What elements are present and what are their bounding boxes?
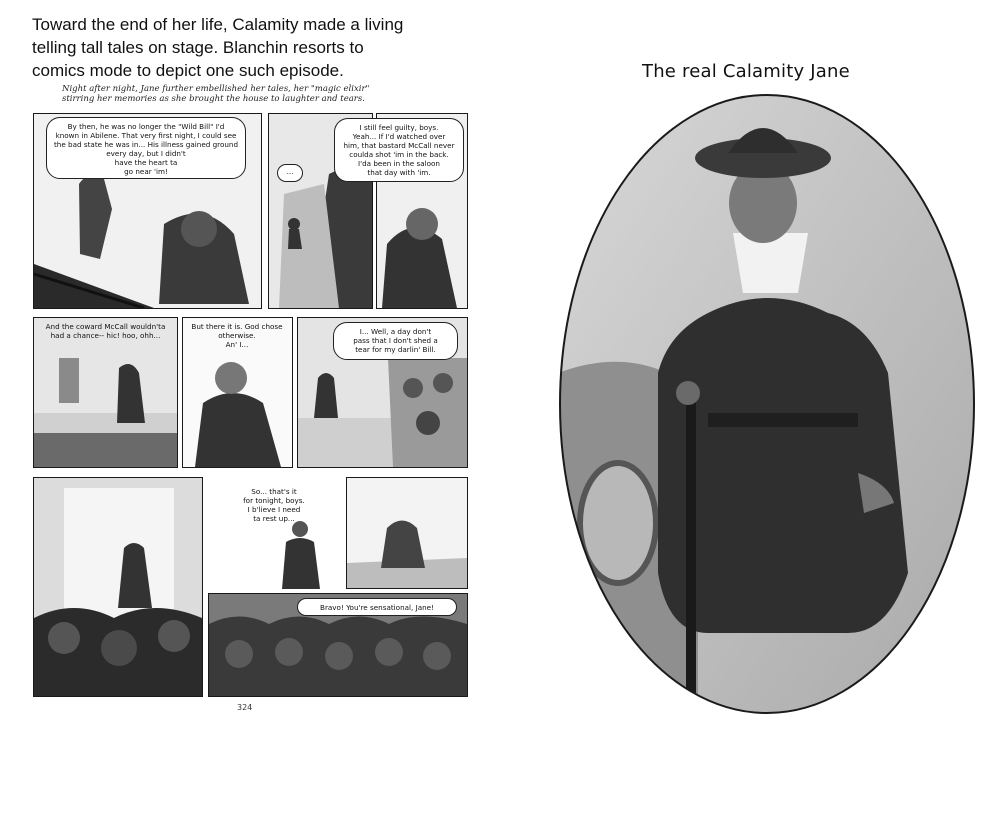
panel-text-line: had a chance-- hic! hoo, ohh...	[50, 331, 161, 340]
intro-caption	[32, 13, 472, 82]
balloon-line: Yeah... If I'd watched over	[352, 132, 446, 141]
speech-balloon	[297, 598, 457, 616]
balloon-line: tear for my darlin' Bill.	[355, 345, 436, 354]
balloon-line: By then, he was no longer the "Wild Bill" I'd	[67, 122, 225, 131]
panel-text-line: for tonight, boys.	[243, 496, 305, 505]
panel-text-line: I b'lieve I need	[247, 505, 301, 514]
intro-line: telling tall tales on stage. Blanchin resorts to	[32, 38, 364, 57]
panel-7-illustration	[34, 478, 202, 696]
panel-text-line: An' I...	[225, 340, 249, 349]
speech-balloon	[334, 118, 464, 182]
panel-text-line: ta rest up...	[253, 514, 295, 523]
page-number: 324	[237, 703, 253, 712]
speech-balloon	[46, 117, 246, 179]
narration-line: Night after night, Jane further embellished her tales, her "magic elixir"	[62, 84, 370, 94]
panel-text	[187, 322, 287, 349]
balloon-line: I... Well, a day don't	[359, 327, 432, 336]
panel-9-illustration	[347, 478, 467, 588]
panel-text	[38, 322, 173, 340]
balloon-line: the bad state he was in... His illness gained ground	[53, 140, 239, 149]
balloon-line: I'da been in the saloon	[357, 159, 440, 168]
comic-panel-5	[182, 317, 293, 468]
comic-panel-1	[33, 113, 262, 309]
comic-panel-7	[33, 477, 203, 697]
panel-4-illustration	[34, 318, 177, 467]
comic-panel-4	[33, 317, 178, 468]
comic-panel-6	[297, 317, 468, 468]
balloon-line: ...	[286, 167, 294, 176]
calamity-jane-photo	[558, 93, 976, 715]
intro-line: Toward the end of her life, Calamity made a living	[32, 15, 404, 34]
panel-text-line: otherwise.	[218, 331, 256, 340]
balloon-line: Bravo! You're sensational, Jane!	[320, 603, 434, 612]
balloon-line: that day with 'im.	[367, 168, 431, 177]
balloon-line: go near 'im!	[124, 167, 168, 176]
comic-panel-10	[208, 593, 468, 697]
narration-line: stirring her memories as she brought the house to laughter and tears.	[62, 94, 365, 104]
intro-line: comics mode to depict one such episode.	[32, 61, 344, 80]
balloon-line: every day, but I didn't	[106, 149, 186, 158]
balloon-line: have the heart ta	[114, 158, 178, 167]
speech-balloon	[277, 164, 303, 182]
speech-balloon	[333, 322, 458, 360]
balloon-line: I still feel guilty, boys.	[359, 123, 439, 132]
comic-narration	[62, 84, 472, 104]
comic-panel-9	[346, 477, 468, 589]
balloon-line: coulda shot 'im in the back.	[349, 150, 449, 159]
panel-text-line: And the coward McCall wouldn'ta	[45, 322, 166, 331]
balloon-line: pass that I don't shed a	[353, 336, 438, 345]
balloon-line: him, that bastard McCall never	[343, 141, 455, 150]
photo-caption: The real Calamity Jane	[642, 61, 850, 82]
panel-8-figure	[278, 517, 330, 589]
panel-text-line: So... that's it	[251, 487, 297, 496]
balloon-line: known in Abilene. That very first night, I could see	[55, 131, 237, 140]
panel-text-line: But there it is. God chose	[191, 322, 283, 331]
